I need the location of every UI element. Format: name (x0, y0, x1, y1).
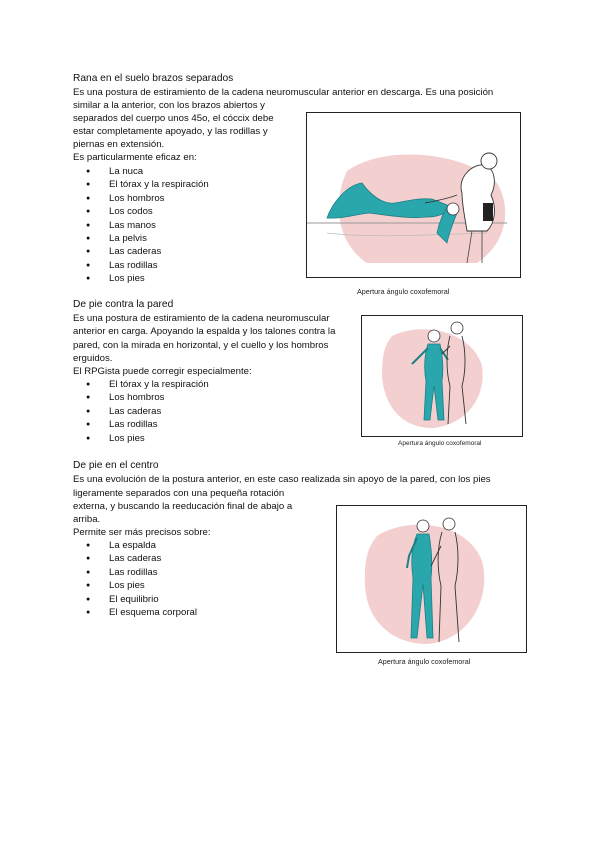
list-item: ● Las rodillas (73, 566, 197, 579)
section-2-line-1: Es una postura de estiramiento de la cadena neuromuscular (73, 313, 330, 324)
list-item: ● Los pies (73, 272, 209, 285)
list-item: ● Las manos (73, 219, 209, 232)
list-item: ● Las rodillas (73, 418, 209, 431)
section-3-line-5: Permite ser más precisos sobre: (73, 527, 211, 538)
list-item: ● Los hombros (73, 192, 209, 205)
figure-2-caption: Apertura ángulo coxofemoral (398, 440, 482, 447)
list-item: ● El tórax y la respiración (73, 178, 209, 191)
section-1-line-1: Es una postura de estiramiento de la cadena neuromuscular anterior en descarga. Es una posición (73, 87, 494, 98)
section-3-line-3: externa, y buscando la reeducación final de abajo a (73, 501, 293, 512)
section-3-line-1: Es una evolución de la postura anterior, en este caso realizada sin apoyo de la pared, con los pies (73, 474, 491, 485)
list-item: ● El tórax y la respiración (73, 378, 209, 391)
section-1-bullet-list (73, 165, 209, 286)
section-3-line-4: arriba. (73, 514, 101, 525)
section-3-bullet-list (73, 539, 197, 619)
list-item: ● Las caderas (73, 405, 209, 418)
section-2-heading: De pie contra la pared (73, 299, 174, 310)
list-item: ● Los hombros (73, 391, 209, 404)
figure-frog-pose (306, 112, 521, 278)
list-item: ● Los codos (73, 205, 209, 218)
list-item: ● Las caderas (73, 552, 197, 565)
section-3-heading: De pie en el centro (73, 460, 159, 471)
section-1-heading: Rana en el suelo brazos separados (73, 73, 234, 84)
section-1-line-5: piernas en extensión. (73, 139, 165, 150)
section-2-line-3: pared, con la mirada en horizontal, y el cuello y los hombros (73, 340, 329, 351)
list-item: ● Las caderas (73, 245, 209, 258)
section-3-line-2: ligeramente separados con una pequeña rotación (73, 488, 285, 499)
list-item: ● Los pies (73, 432, 209, 445)
section-1-line-4: estar completamente apoyado, y las rodillas y (73, 126, 268, 137)
figure-standing-center (336, 505, 527, 653)
section-1-line-6: Es particularmente eficaz en: (73, 152, 197, 163)
list-item: ● La pelvis (73, 232, 209, 245)
list-item: ● El equilibrio (73, 593, 197, 606)
list-item: ● Los pies (73, 579, 197, 592)
list-item: ● La espalda (73, 539, 197, 552)
section-2-line-5: El RPGista puede corregir especialmente: (73, 366, 252, 377)
figure-3-caption: Apertura ángulo coxofemoral (378, 657, 471, 666)
figure-standing-wall (361, 315, 523, 437)
list-item: ● La nuca (73, 165, 209, 178)
figure-1-caption: Apertura ángulo coxofemoral (357, 287, 450, 296)
section-2-line-2: anterior en carga. Apoyando la espalda y los talones contra la (73, 326, 336, 337)
section-2-bullet-list (73, 378, 209, 445)
section-2-line-4: erguidos. (73, 353, 113, 364)
list-item: ● El esquema corporal (73, 606, 197, 619)
section-1-line-3: separados del cuerpo unos 45o, el cóccix debe (73, 113, 274, 124)
list-item: ● Las rodillas (73, 259, 209, 272)
section-1-line-2: similar a la anterior, con los brazos abiertos y (73, 100, 265, 111)
